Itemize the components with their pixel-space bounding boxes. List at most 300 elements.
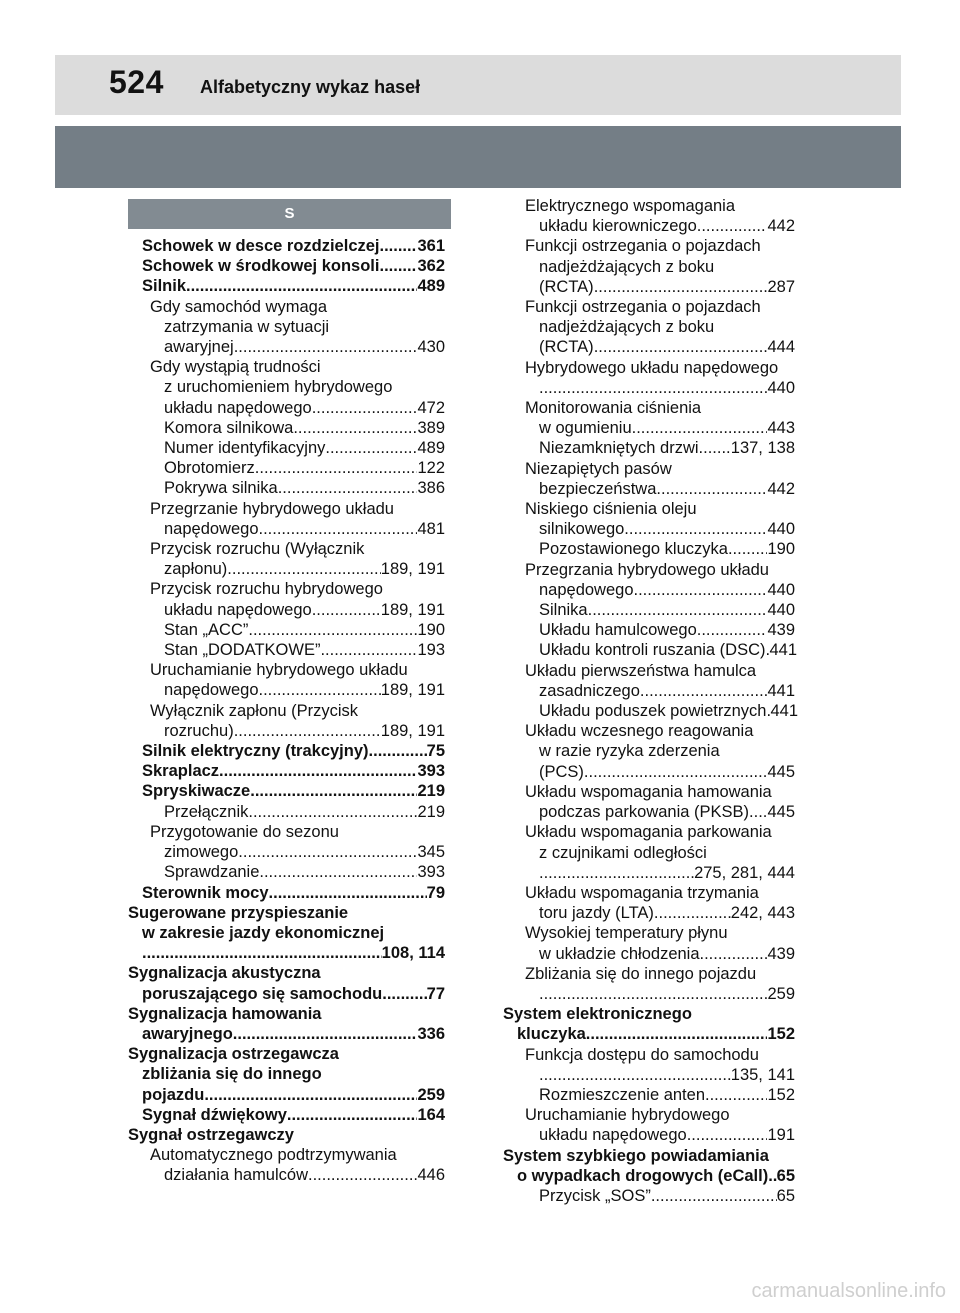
entry-text: bezpieczeństwa <box>539 479 657 498</box>
index-entry-line <box>539 1085 795 1105</box>
page-ref: 189, 191 <box>380 681 445 700</box>
index-entry <box>503 1045 795 1085</box>
watermark: carmanualsonline.info <box>751 1280 946 1302</box>
index-entry <box>128 781 445 801</box>
entry-text: Schowek w desce rozdzielczej <box>142 237 380 255</box>
page-ref: 472 <box>417 398 445 417</box>
index-entry-line <box>539 640 798 660</box>
index-entry <box>128 256 445 276</box>
dot-leader <box>278 478 418 498</box>
dot-leader <box>255 458 418 478</box>
index-entry <box>128 539 445 579</box>
page-ref: 445 <box>767 803 795 822</box>
index-entry-line <box>539 762 795 782</box>
page-ref: 440 <box>767 378 795 397</box>
page-ref: 77 <box>426 984 445 1003</box>
index-entry-line <box>539 580 795 600</box>
dot-leader <box>234 337 418 357</box>
page-ref: 386 <box>417 479 445 498</box>
dot-leader <box>624 519 767 539</box>
index-entry-line: Układu wspomagania parkowania <box>525 823 772 842</box>
index-entry <box>503 358 795 398</box>
index-entry-line: Funkcja dostępu do samochodu <box>525 1045 759 1064</box>
index-entry <box>503 1085 795 1105</box>
entry-text: Komora silnikowa <box>164 418 294 437</box>
index-entry <box>503 923 795 963</box>
index-entry <box>503 600 795 620</box>
dot-leader <box>234 721 381 741</box>
index-entry-line <box>539 337 795 357</box>
page-ref: 393 <box>417 863 445 882</box>
index-entry <box>128 1125 445 1145</box>
dot-leader <box>248 802 417 822</box>
page-ref: 393 <box>417 762 445 781</box>
index-entry <box>503 1146 795 1186</box>
index-entry-line: Układu wczesnego reagowania <box>525 722 754 741</box>
page-ref: 489 <box>417 439 445 458</box>
index-entry-line <box>539 903 795 923</box>
index-entry-line: Przygotowanie do sezonu <box>150 822 339 841</box>
entry-text: awaryjnej <box>164 338 234 357</box>
index-entry-line: System elektronicznego <box>503 1005 692 1024</box>
dot-leader <box>325 438 417 458</box>
index-entry <box>503 560 795 600</box>
index-entry-line <box>539 600 795 620</box>
index-entry-line: Przycisk rozruchu (Wyłącznik <box>150 540 365 559</box>
index-entry-line <box>164 458 445 478</box>
index-entry-line <box>539 418 795 438</box>
entry-text: Schowek w środkowej konsoli <box>142 257 380 276</box>
page-ref: 345 <box>417 843 445 862</box>
page-ref: 430 <box>417 338 445 357</box>
index-entry <box>128 802 445 822</box>
index-entry <box>503 721 795 782</box>
page-ref: 219 <box>417 782 445 801</box>
entry-text: w układzie chłodzenia <box>539 944 700 963</box>
index-entry-line: Automatycznego podtrzymywania <box>150 1146 397 1165</box>
dot-leader <box>539 378 767 398</box>
page-ref: 193 <box>417 641 445 660</box>
page-ref: 108, 114 <box>381 944 445 963</box>
dot-leader <box>312 600 381 620</box>
page-ref: 440 <box>767 520 795 539</box>
index-entry <box>128 458 445 478</box>
entry-text: o wypadkach drogowych (eCall) <box>517 1166 769 1185</box>
index-entry <box>128 236 445 256</box>
index-entry-line <box>164 1165 445 1185</box>
dot-leader <box>632 418 768 438</box>
page-ref: 242, 443 <box>730 904 795 923</box>
index-entry <box>128 1145 445 1185</box>
dot-leader <box>586 1024 768 1044</box>
index-column-right <box>503 196 798 1206</box>
index-entry-line <box>164 862 445 882</box>
index-entry-line <box>142 1105 445 1125</box>
index-entry-line <box>539 863 795 883</box>
dot-leader <box>656 479 767 499</box>
index-entry-line: Układu wspomagania trzymania <box>525 883 759 902</box>
page-ref: 135, 141 <box>730 1065 795 1084</box>
index-entry-line: Przycisk rozruchu hybrydowego <box>150 580 383 599</box>
page-ref: 190 <box>767 540 795 559</box>
index-entry <box>128 1004 445 1044</box>
entry-text: kluczyka <box>517 1025 586 1044</box>
index-entry-line: Sugerowane przyspieszanie <box>128 903 349 922</box>
index-entry <box>128 1105 445 1125</box>
page-ref: 152 <box>767 1085 795 1104</box>
index-entry-line: w razie ryzyka zderzenia <box>539 742 720 761</box>
index-entry <box>503 782 795 822</box>
index-entry-line <box>142 1085 445 1105</box>
index-entry-line <box>164 640 445 660</box>
dot-leader <box>687 1125 768 1145</box>
dot-leader <box>699 438 731 458</box>
entry-text: układu napędowego <box>539 1126 687 1145</box>
dot-leader <box>539 863 694 883</box>
dot-leader <box>259 862 417 882</box>
entry-text: w ogumieniu <box>539 419 632 438</box>
entry-text: Sprawdzanie <box>164 863 260 882</box>
index-entry-line <box>539 1065 795 1085</box>
page-ref: 75 <box>426 742 445 761</box>
header-band <box>55 126 901 188</box>
index-entry <box>503 438 795 458</box>
index-entry <box>128 822 445 862</box>
dot-leader <box>219 761 417 781</box>
page-ref: 259 <box>417 1085 445 1104</box>
index-entry-line <box>517 1024 795 1044</box>
dot-leader <box>308 1165 417 1185</box>
entry-text: Układu poduszek powietrznych <box>539 702 767 721</box>
page-ref: 489 <box>417 277 445 296</box>
index-entry-line <box>142 236 445 256</box>
entry-text: napędowego <box>539 580 634 599</box>
index-entry <box>503 822 795 883</box>
index-entry <box>128 883 445 903</box>
index-entry-line <box>164 519 445 539</box>
entry-text: układu kierowniczego <box>539 217 697 236</box>
dot-leader <box>594 337 768 357</box>
entry-text: poruszającego się samochodu <box>142 984 383 1003</box>
dot-leader <box>705 1085 767 1105</box>
entry-text: Układu kontroli ruszania (DSC) <box>539 641 766 660</box>
index-entry-line <box>164 600 445 620</box>
entry-text: awaryjnego <box>142 1024 233 1043</box>
index-entry-line: z czujnikami odległości <box>539 843 707 862</box>
index-entry-line <box>164 680 445 700</box>
dot-leader <box>142 943 382 963</box>
entry-text: Przycisk „SOS” <box>539 1186 651 1205</box>
index-entry-line: Monitorowania ciśnienia <box>525 399 702 418</box>
index-entry-line <box>142 741 445 761</box>
index-entry-line: Niskiego ciśnienia oleju <box>525 500 697 519</box>
dot-leader <box>594 277 768 297</box>
index-entry-line: Niezapiętych pasów <box>525 459 672 478</box>
dot-leader <box>584 762 768 782</box>
dot-leader <box>259 519 418 539</box>
dot-leader <box>651 1186 777 1206</box>
index-entry-line <box>539 479 795 499</box>
index-entry <box>503 1004 795 1044</box>
section-letter: S <box>128 199 451 229</box>
dot-leader <box>293 418 417 438</box>
index-entry-line <box>142 984 445 1004</box>
index-entry-line: nadjeżdżających z boku <box>539 257 715 276</box>
index-entry-line: Gdy samochód wymaga <box>150 297 327 316</box>
entry-text: Numer identyfikacyjny <box>164 439 326 458</box>
index-entry-line <box>164 802 445 822</box>
index-entry-line <box>539 802 795 822</box>
page-ref: 440 <box>767 601 795 620</box>
index-entry-line <box>539 681 795 701</box>
index-entry <box>503 620 795 640</box>
entry-text: Pokrywa silnika <box>164 479 278 498</box>
index-entry <box>128 499 445 539</box>
index-entry-line <box>142 276 445 296</box>
index-entry <box>128 741 445 761</box>
index-entry-line: z uruchomieniem hybrydowego <box>164 378 393 397</box>
index-entry-line <box>539 539 795 559</box>
page-ref: 445 <box>767 762 795 781</box>
index-entry-line <box>539 984 795 1004</box>
page-ref: 443 <box>767 419 795 438</box>
dot-leader <box>588 600 768 620</box>
index-entry-line <box>142 1024 445 1044</box>
index-entry-line <box>539 378 795 398</box>
index-entry <box>503 661 795 701</box>
index-entry-line <box>142 761 445 781</box>
index-entry-line: Układu wspomagania hamowania <box>525 782 772 801</box>
entry-text: Spryskiwacze <box>142 782 251 801</box>
index-entry-line <box>164 559 445 579</box>
index-entry <box>503 297 795 358</box>
index-entry <box>128 903 445 964</box>
page-ref: 65 <box>776 1186 795 1205</box>
index-entry <box>128 660 445 700</box>
dot-leader <box>634 580 768 600</box>
page-ref: 137, 138 <box>730 439 795 458</box>
index-entry <box>128 761 445 781</box>
page-title: Alfabetyczny wykaz haseł <box>200 77 421 97</box>
page-ref: 259 <box>767 984 795 1003</box>
dot-leader <box>369 741 427 761</box>
dot-leader <box>320 640 417 660</box>
page-ref: 442 <box>767 217 795 236</box>
index-entry-line <box>164 337 445 357</box>
index-entry <box>128 478 445 498</box>
index-entry-line <box>164 418 445 438</box>
index-entry-line <box>142 781 445 801</box>
index-entry-line <box>164 478 445 498</box>
page-number: 524 <box>109 64 164 100</box>
dot-leader <box>654 903 731 923</box>
index-entry-line <box>539 438 795 458</box>
page-ref: 446 <box>417 1166 445 1185</box>
dot-leader <box>640 681 768 701</box>
dot-leader <box>186 276 417 296</box>
index-entry-line: Przegrzanie hybrydowego układu <box>150 499 394 518</box>
dot-leader <box>233 1024 418 1044</box>
index-entry <box>128 701 445 741</box>
index-entry <box>128 357 445 418</box>
dot-leader <box>248 620 417 640</box>
index-entry <box>503 539 795 559</box>
dot-leader <box>697 216 768 236</box>
index-entry-line <box>539 944 795 964</box>
page-header <box>55 55 901 115</box>
entry-text: (RCTA) <box>539 277 594 296</box>
entry-text: pojazdu <box>142 1085 205 1104</box>
index-entry <box>128 862 445 882</box>
index-entry <box>503 196 795 236</box>
page-ref: 440 <box>767 580 795 599</box>
index-entry <box>503 398 795 438</box>
index-entry <box>503 236 795 297</box>
index-entry <box>128 418 445 438</box>
dot-leader <box>380 236 418 256</box>
entry-text: działania hamulców <box>164 1166 308 1185</box>
index-entry <box>503 499 795 539</box>
index-entry-line: zbliżania się do innego <box>142 1065 322 1084</box>
index-entry-line: Układu pierwszeństwa hamulca <box>525 661 757 680</box>
entry-text: toru jazdy (LTA) <box>539 904 654 923</box>
entry-text: układu napędowego <box>164 398 312 417</box>
page-ref: 190 <box>417 620 445 639</box>
dot-leader <box>238 842 417 862</box>
entry-text: Sygnał dźwiękowy <box>142 1105 287 1124</box>
index-entry <box>503 883 795 923</box>
index-entry-line <box>164 438 445 458</box>
index-entry <box>503 640 798 660</box>
index-entry-line: Wysokiej temperatury płynu <box>525 924 728 943</box>
index-entry-line: Uruchamianie hybrydowego układu <box>150 661 408 680</box>
index-entry-line <box>142 883 445 903</box>
index-entry-line <box>539 277 795 297</box>
entry-text: (PCS) <box>539 762 584 781</box>
index-entry-line: Elektrycznego wspomagania <box>525 197 736 215</box>
index-entry-line: Sygnał ostrzegawczy <box>128 1125 294 1144</box>
index-entry <box>128 640 445 660</box>
page-ref: 152 <box>767 1025 795 1044</box>
page-ref: 189, 191 <box>380 721 445 740</box>
entry-text: zimowego <box>164 843 239 862</box>
index-entry-line <box>539 1186 795 1206</box>
entry-text: (RCTA) <box>539 338 594 357</box>
entry-text: rozruchu) <box>164 721 234 740</box>
index-entry <box>503 1186 795 1206</box>
index-entry <box>128 438 445 458</box>
entry-text: Silnik <box>142 277 187 296</box>
entry-text: podczas parkowania (PKSB) <box>539 803 750 822</box>
entry-text: napędowego <box>164 681 259 700</box>
dot-leader <box>382 984 426 1004</box>
page-ref: 442 <box>767 479 795 498</box>
index-entry-line: Sygnalizacja ostrzegawcza <box>128 1045 339 1064</box>
index-entry <box>128 1044 445 1105</box>
index-entry-line <box>539 216 795 236</box>
index-entry-line <box>539 620 795 640</box>
page-ref: 389 <box>417 418 445 437</box>
index-entry-line: Zbliżania się do innego pojazdu <box>525 964 757 983</box>
index-entry-line <box>539 701 798 721</box>
dot-leader <box>749 802 767 822</box>
index-entry-line: Funkcji ostrzegania o pojazdach <box>525 237 761 256</box>
page-ref: 189, 191 <box>380 600 445 619</box>
index-entry <box>503 701 798 721</box>
entry-text: Stan „ACC” <box>164 620 249 639</box>
index-entry-line <box>164 620 445 640</box>
dot-leader <box>269 883 427 903</box>
index-entry-line: nadjeżdżających z boku <box>539 318 715 337</box>
index-entry <box>128 963 445 1003</box>
dot-leader <box>259 680 381 700</box>
index-entry-line: Hybrydowego układu napędowego <box>525 358 779 377</box>
index-entry-line: System szybkiego powiadamiania <box>503 1146 769 1165</box>
page-ref: 65 <box>776 1166 795 1185</box>
index-entry-line <box>164 398 445 418</box>
page-ref: 439 <box>767 621 795 640</box>
dot-leader <box>250 781 417 801</box>
index-entry-line: Sygnalizacja akustyczna <box>128 964 321 983</box>
page-ref: 79 <box>426 883 445 902</box>
index-entry-line: Sygnalizacja hamowania <box>128 1004 322 1023</box>
index-entry <box>128 579 445 619</box>
page-ref: 361 <box>417 237 445 255</box>
index-entry-line: Uruchamianie hybrydowego <box>525 1106 730 1125</box>
entry-text: napędowego <box>164 519 259 538</box>
entry-text: Stan „DODATKOWE” <box>164 641 321 660</box>
dot-leader <box>539 984 767 1004</box>
dot-leader <box>379 256 417 276</box>
index-entry-line <box>142 943 445 963</box>
index-entry-line: Wyłącznik zapłonu (Przycisk <box>150 701 358 720</box>
page-ref: 275, 281, 444 <box>694 863 795 882</box>
page-ref: 189, 191 <box>380 560 445 579</box>
entry-text: silnikowego <box>539 520 625 539</box>
entry-text: Sterownik mocy <box>142 883 269 902</box>
page-ref: 164 <box>417 1105 445 1124</box>
index-entry-line: Funkcji ostrzegania o pojazdach <box>525 298 761 317</box>
page-ref: 191 <box>767 1126 795 1145</box>
index-entry-line <box>539 519 795 539</box>
dot-leader <box>287 1105 418 1125</box>
page-ref: 287 <box>767 277 795 296</box>
index-entry-line <box>164 842 445 862</box>
entry-text: Skraplacz <box>142 762 220 781</box>
index-entry-line: zatrzymania w sytuacji <box>164 317 330 336</box>
index-entry-line: Gdy wystąpią trudności <box>150 358 321 377</box>
page-ref: 441 <box>770 702 798 721</box>
index-entry <box>128 276 445 296</box>
entry-text: układu napędowego <box>164 600 312 619</box>
entry-text: Silnika <box>539 601 588 620</box>
index-entry <box>503 1105 795 1145</box>
entry-text: Pozostawionego kluczyka <box>539 540 728 559</box>
index-entry-line: Przegrzania hybrydowego układu <box>525 560 769 579</box>
dot-leader <box>312 398 418 418</box>
page-ref: 362 <box>417 257 445 276</box>
index-entry-line <box>164 721 445 741</box>
index-entry <box>128 297 445 358</box>
entry-text: Rozmieszczenie anten <box>539 1085 705 1104</box>
dot-leader <box>539 1065 731 1085</box>
page-ref: 444 <box>767 338 795 357</box>
page-ref: 481 <box>417 519 445 538</box>
index-entry <box>128 620 445 640</box>
dot-leader <box>700 944 768 964</box>
entry-text: Układu hamulcowego <box>539 621 697 640</box>
entry-text: Niezamkniętych drzwi <box>539 439 699 458</box>
